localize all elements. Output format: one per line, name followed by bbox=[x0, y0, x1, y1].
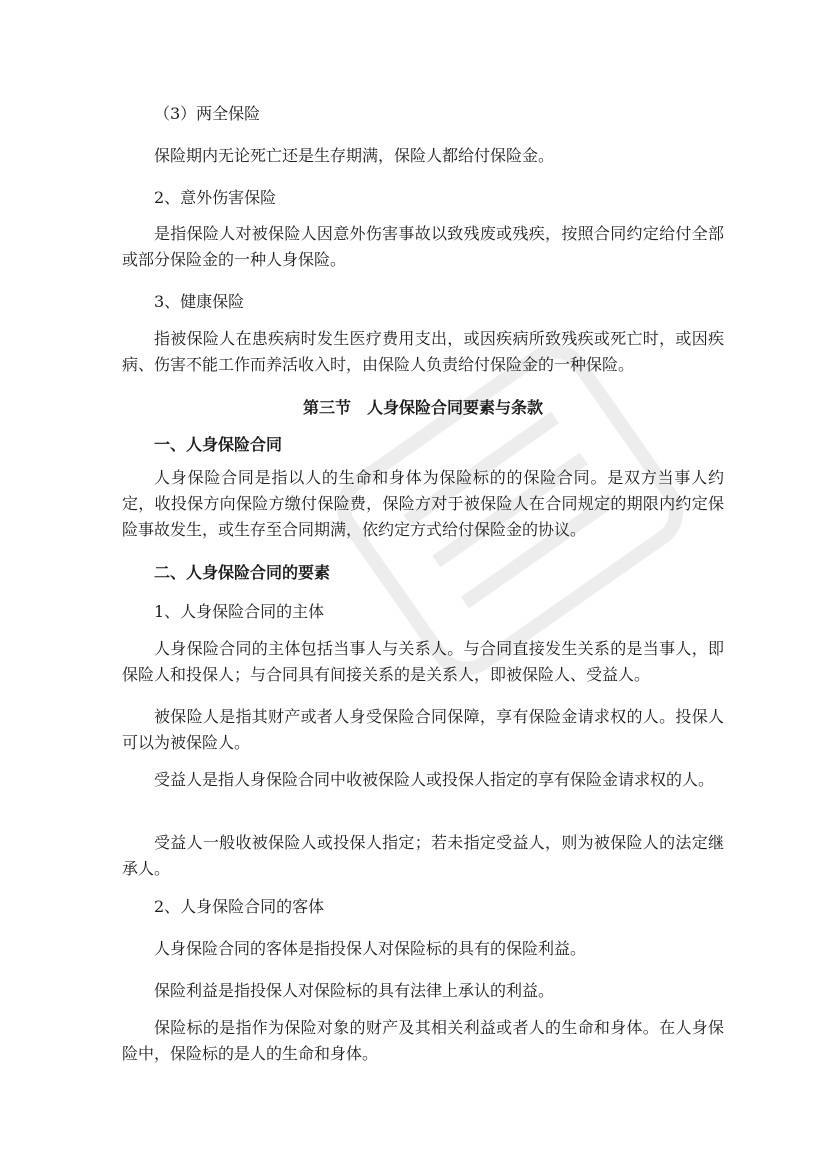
heading-personal-insurance-contract: 一、人身保险合同 bbox=[154, 435, 283, 454]
paragraph-endowment-definition: 保险期内无论死亡还是生存期满，保险人都给付保险金。 bbox=[154, 146, 555, 165]
subsection-heading-health-insurance: 3、健康保险 bbox=[154, 292, 245, 311]
paragraph-contract-object: 人身保险合同的客体是指投保人对保险标的具有的保险利益。 bbox=[154, 939, 587, 958]
heading-contract-elements: 二、人身保险合同的要素 bbox=[154, 563, 331, 582]
paragraph-insured-definition: 被保险人是指其财产或者人身受保险合同保障，享有保险金请求权的人。投保人可以为被保险人。 bbox=[122, 707, 724, 752]
paragraph-beneficiary-designation: 受益人一般收被保险人或投保人指定；若未指定受益人，则为被保险人的法定继承人。 bbox=[122, 833, 724, 878]
paragraph-insurable-interest: 保险利益是指投保人对保险标的具有法律上承认的利益。 bbox=[154, 981, 555, 1000]
subheading-contract-subject: 1、人身保险合同的主体 bbox=[154, 602, 325, 621]
paragraph-subject-matter: 保险标的是指作为保险对象的财产及其相关利益或者人的生命和身体。在人身保险中，保险标的是人的生命和身体。 bbox=[122, 1018, 724, 1063]
subheading-contract-object: 2、人身保险合同的客体 bbox=[154, 897, 325, 916]
paragraph-contract-subject: 人身保险合同的主体包括当事人与关系人。与合同直接发生关系的是当事人，即保险人和投保人；与合同具有间接关系的是关系人，即被保险人、受益人。 bbox=[122, 639, 724, 684]
paragraph-beneficiary-definition: 受益人是指人身保险合同中收被保险人或投保人指定的享有保险金请求权的人。 bbox=[154, 770, 715, 789]
subsection-heading-accident-insurance: 2、意外伤害保险 bbox=[154, 188, 277, 207]
paragraph-health-insurance-definition: 指被保险人在患疾病时发生医疗费用支出，或因疾病所致残疾或死亡时，或因疾病、伤害不能工作而养活收入时，由保险人负责给付保险金的一种保险。 bbox=[122, 329, 724, 374]
subsection-heading-endowment: （3）两全保险 bbox=[154, 104, 261, 123]
paragraph-contract-definition: 人身保险合同是指以人的生命和身体为保险标的的保险合同。是双方当事人约定，收投保方向保险方缴付保险费，保险方对于被保险人在合同规定的期限内约定保险事故发生，或生存至合同期满，依约定方式给付保险金的协议。 bbox=[122, 468, 724, 539]
section-title: 第三节 人身保险合同要素与条款 bbox=[302, 398, 543, 417]
paragraph-accident-insurance-definition: 是指保险人对被保险人因意外伤害事故以致残废或残疾，按照合同约定给付全部或部分保险金的一种人身保险。 bbox=[122, 224, 724, 269]
